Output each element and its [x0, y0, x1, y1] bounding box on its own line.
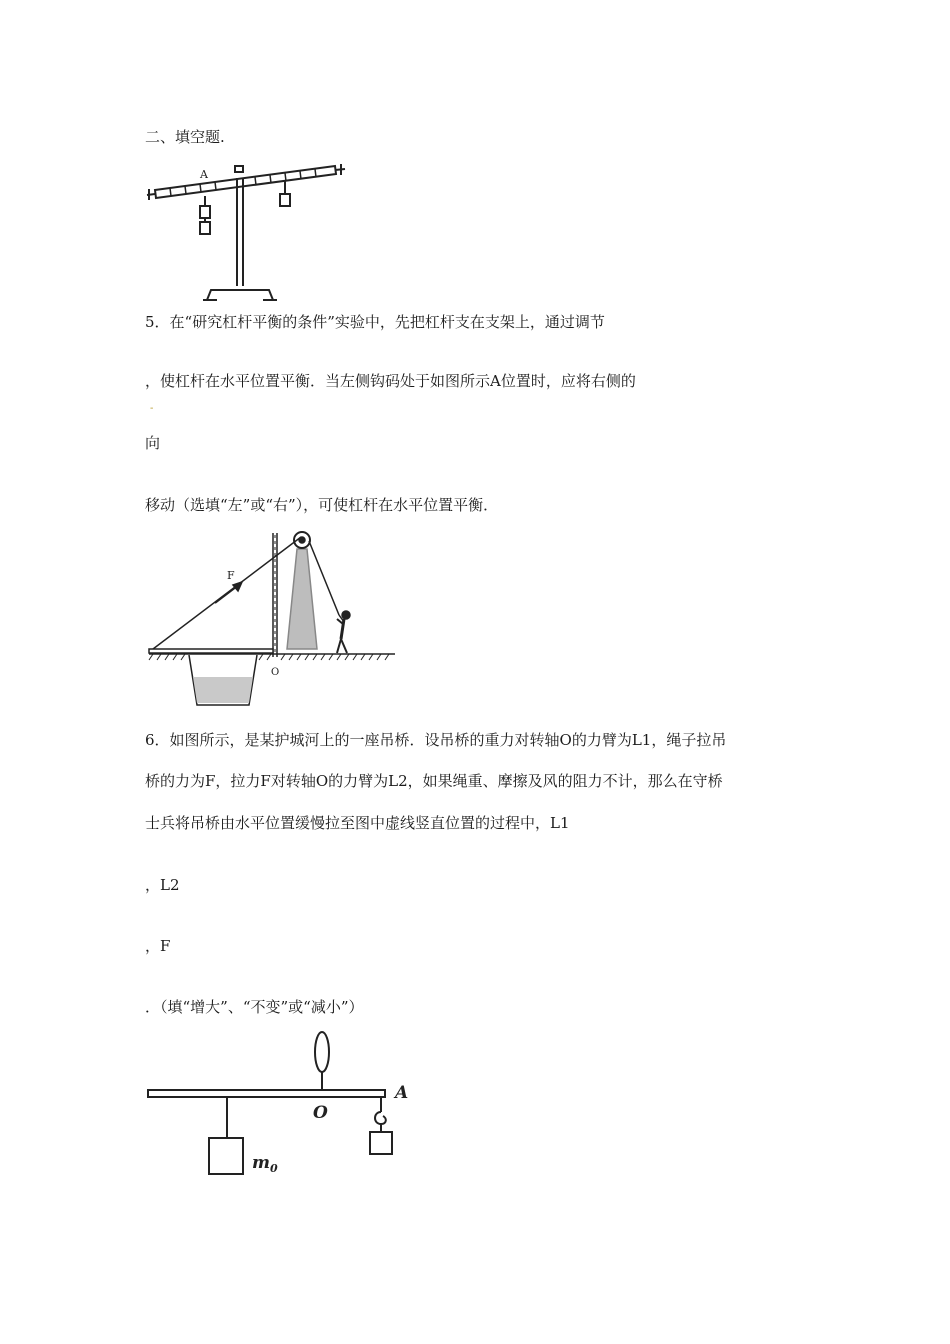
drawbridge-label-o: O — [271, 667, 280, 678]
q6-line4: ，L2 — [145, 876, 180, 894]
q6-line2: 桥的力为F，拉力F对转轴O的力臂为L2，如果绳重、摩擦及风的阻力不计，那么在守桥 — [145, 772, 723, 790]
lever-stand-figure — [145, 158, 375, 306]
svg-text:m0 — [252, 1153, 278, 1175]
drawbridge-figure — [145, 527, 400, 712]
steelyard-label-a: A — [395, 1083, 409, 1103]
q5-line1: 5．在“研究杠杆平衡的条件”实验中，先把杠杆支在支架上，通过调节 — [145, 313, 605, 331]
answer-blank-mark: - — [150, 403, 154, 414]
steelyard-label-sub: 0 — [270, 1162, 278, 1175]
q6-line3: 士兵将吊桥由水平位置缓慢拉至图中虚线竖直位置的过程中，L1 — [145, 814, 570, 832]
lever-label-a: A — [200, 168, 208, 181]
q6-line6: ．（填“增大”、“不变”或“减小”） — [145, 998, 364, 1016]
steelyard-label-m: m — [252, 1153, 270, 1173]
q6-line1: 6．如图所示，是某护城河上的一座吊桥．设吊桥的重力对转轴O的力臂为L1，绳子拉吊 — [145, 731, 727, 749]
drawbridge-label-f: F — [227, 569, 235, 582]
q6-line5: ，F — [145, 937, 171, 955]
q5-line2: ，使杠杆在水平位置平衡．当左侧钩码处于如图所示A位置时，应将右侧的 — [145, 372, 636, 390]
section-heading: 二、填空题. — [145, 128, 225, 146]
steelyard-figure — [145, 1028, 420, 1183]
q5-line4: 移动（选填“左”或“右”），可使杠杆在水平位置平衡． — [145, 496, 499, 514]
steelyard-label-o: O — [313, 1103, 328, 1123]
q5-line3: 向 — [145, 434, 161, 452]
